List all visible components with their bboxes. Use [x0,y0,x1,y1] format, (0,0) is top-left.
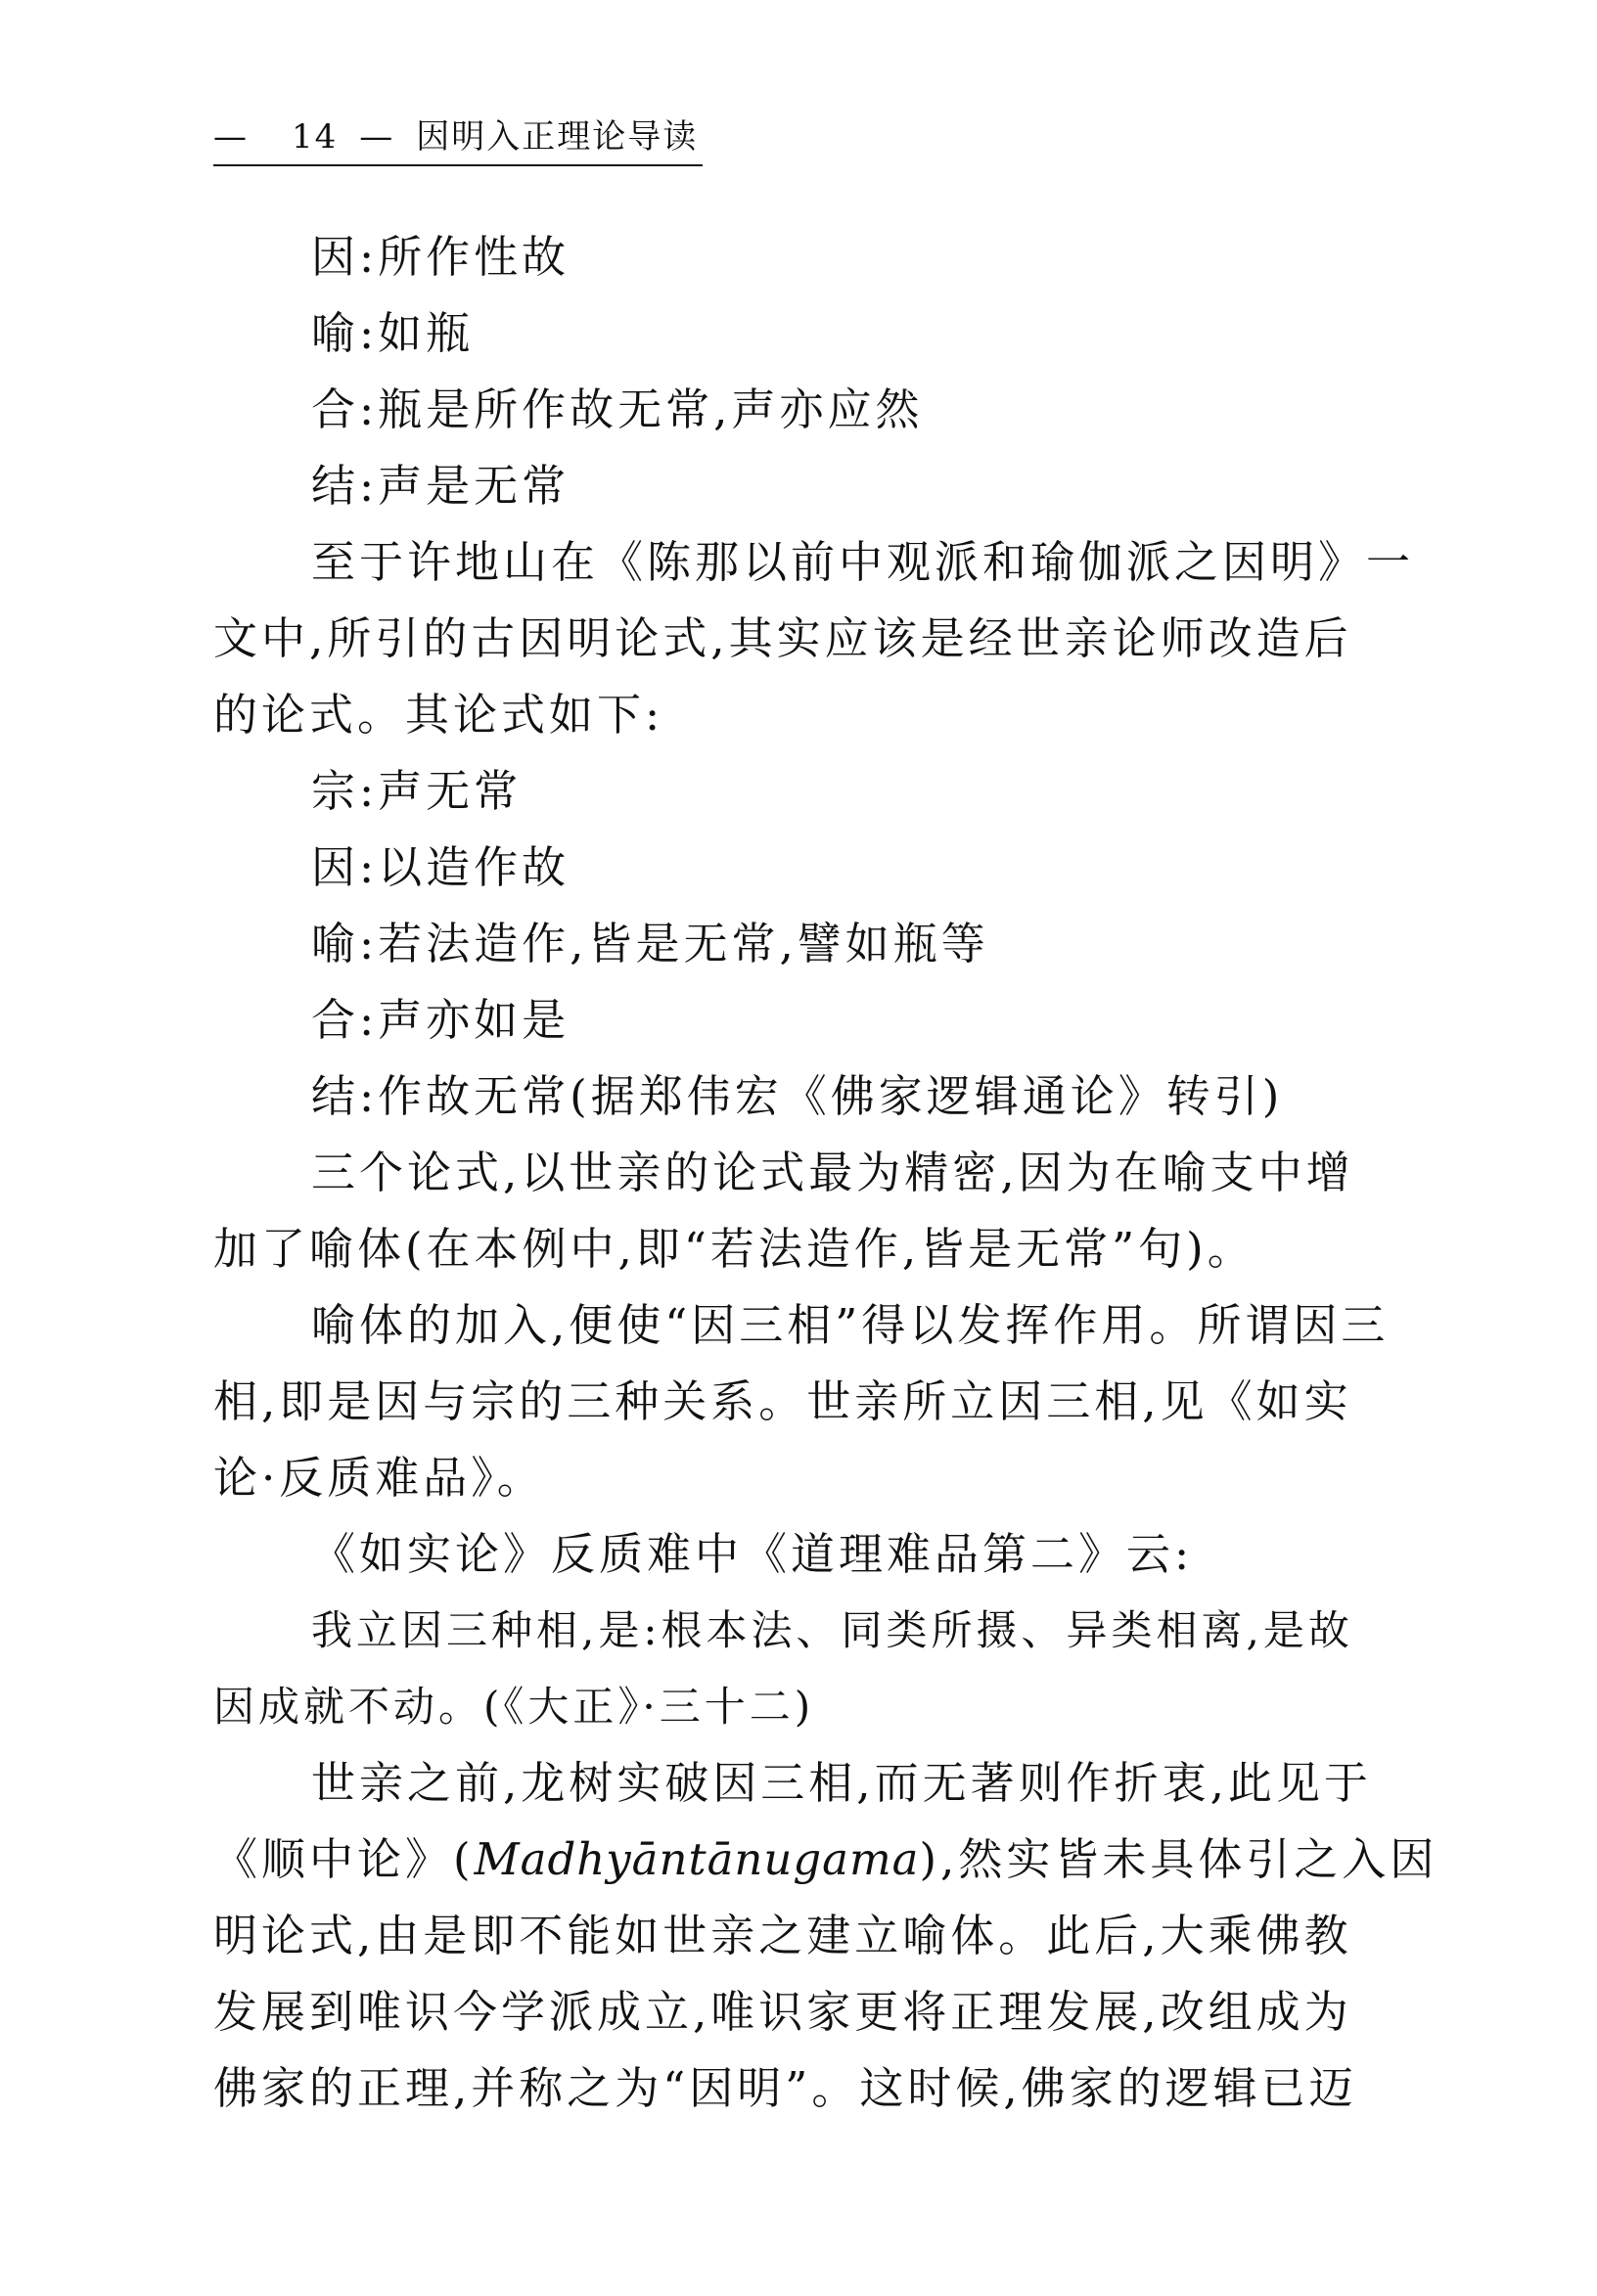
text-line: 合:瓶是所作故无常,声亦应然 [311,383,924,435]
text-line: 三个论式,以世亲的论式最为精密,因为在喻支中增 [311,1147,1354,1198]
page-number: 14 [292,117,339,157]
body-text [213,219,1438,2127]
text-line: 佛家的正理,并称之为“因明”。这时候,佛家的逻辑已迈 [213,2062,1357,2114]
latin-suffix: ),然实皆未具体引之入因 [919,1833,1438,1885]
sanskrit-title: Madhyāntānugama [474,1833,920,1885]
header-dash-right: — [359,117,395,157]
text-line: 论·反质难品》。 [213,1452,545,1504]
text-line: 的论式。其论式如下: [213,689,664,741]
text-line: 文中,所引的古因明论式,其实应该是经世亲论师改造后 [213,612,1352,664]
text-line: 结:声是无常 [311,460,570,512]
text-line: 因:所作性故 [311,231,570,283]
text-line: 加了喻体(在本例中,即“若法造作,皆是无常”句)。 [213,1223,1255,1275]
book-title: 因明入正理论导读 [416,117,699,157]
latin-prefix: 《顺中论》( [213,1833,475,1885]
text-line: 因:以造作故 [311,841,570,893]
text-line: 喻体的加入,便使“因三相”得以发挥作用。所谓因三 [311,1299,1390,1351]
text-line: 合:声亦如是 [311,994,570,1046]
text-line: 我立因三种相,是:根本法、同类所摄、异类相离,是故 [311,1606,1353,1654]
text-line-latin [213,1822,1438,1898]
text-line: 《如实论》反质难中《道理难品第二》云: [311,1528,1194,1580]
text-line: 发展到唯识今学派成立,唯识家更将正理发展,改组成为 [213,1986,1352,2038]
text-line: 宗:声无常 [311,765,523,817]
running-header [213,115,703,166]
text-line: 至于许地山在《陈那以前中观派和瑜伽派之因明》一 [311,536,1415,588]
text-line: 世亲之前,龙树实破因三相,而无著则作折衷,此见于 [311,1757,1372,1809]
text-line: 喻:若法造作,皆是无常,譬如瓶等 [311,918,989,969]
text-line: 明论式,由是即不能如世亲之建立喻体。此后,大乘佛教 [213,1910,1352,1961]
text-line: 喻:如瓶 [311,307,475,359]
text-line: 相,即是因与宗的三种关系。世亲所立因三相,见《如实 [213,1375,1352,1427]
header-dash-left: — [213,117,249,157]
text-line: 结:作故无常(据郑伟宏《佛家逻辑通论》转引) [311,1070,1284,1122]
text-line: 因成就不动。(《大正》·三十二) [213,1683,815,1731]
